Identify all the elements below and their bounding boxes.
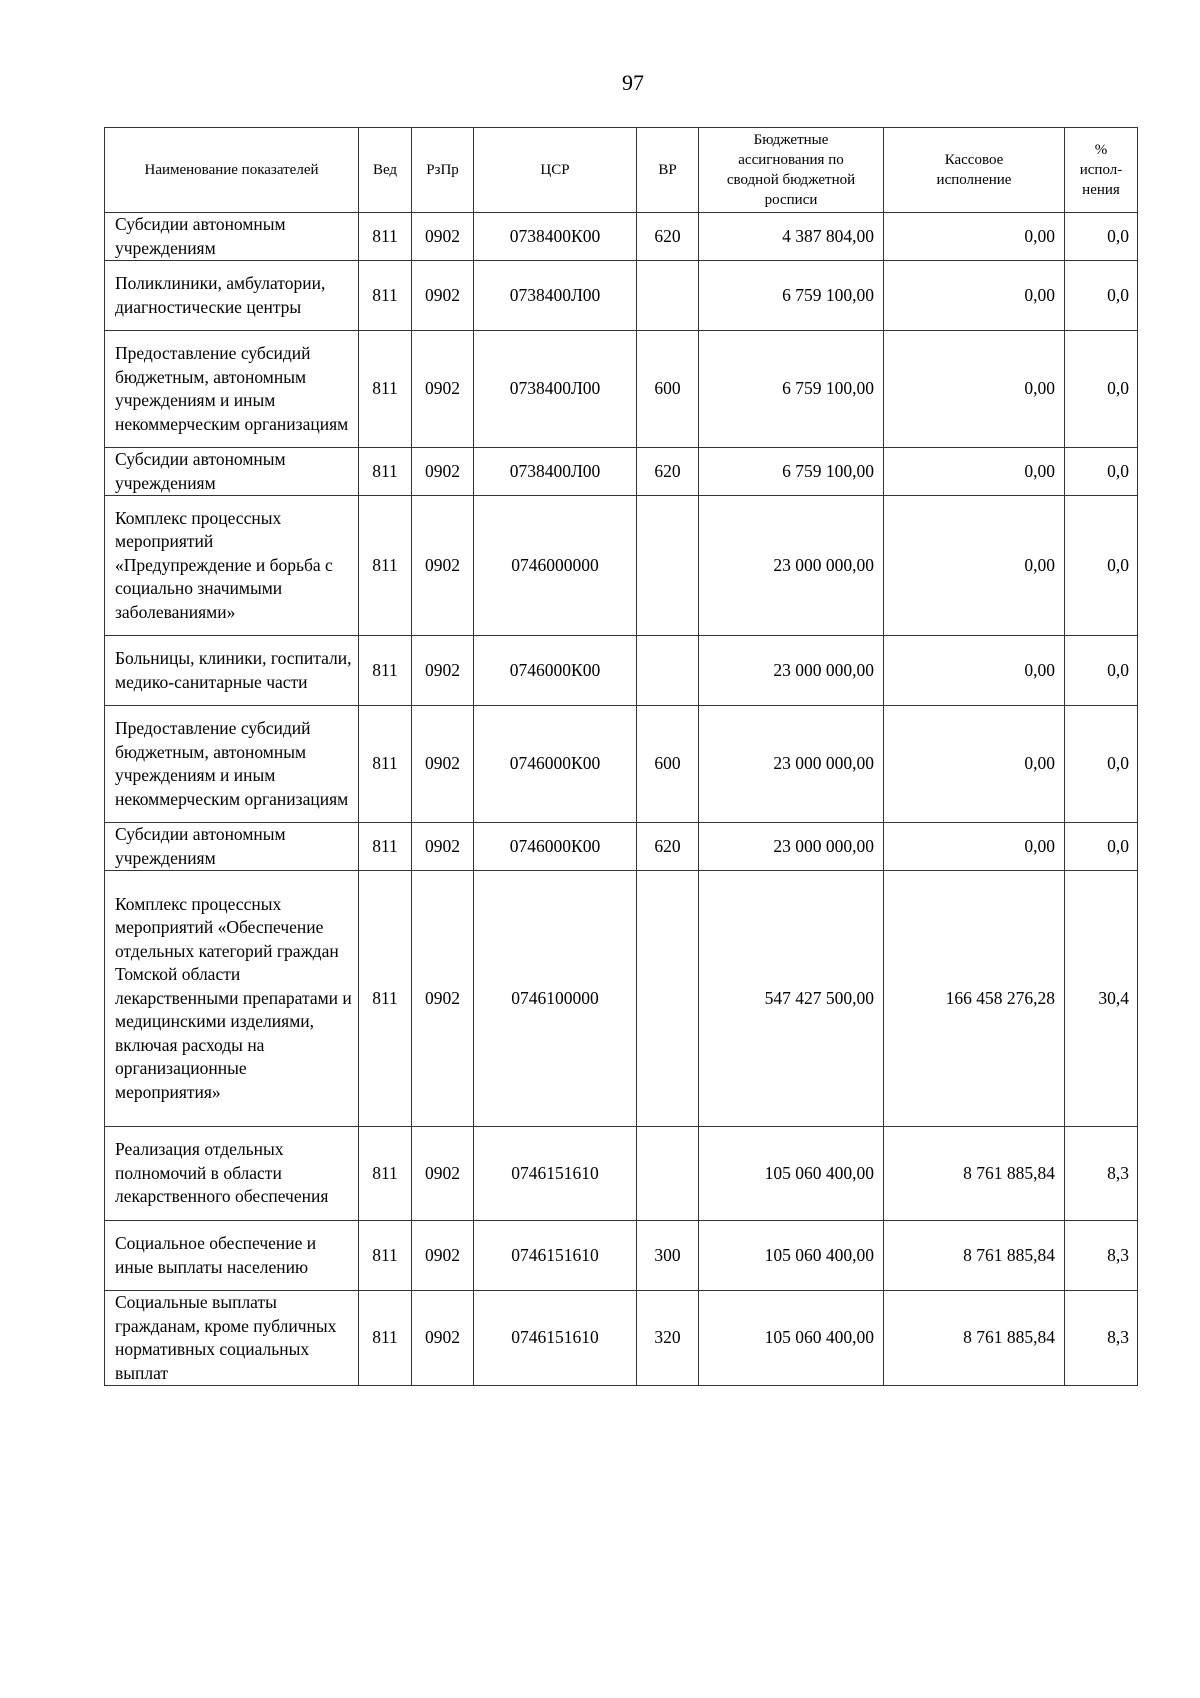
cell-vr xyxy=(637,1127,699,1221)
cell-plan: 6 759 100,00 xyxy=(699,331,884,448)
cell-plan: 547 427 500,00 xyxy=(699,871,884,1127)
cell-csr: 0746151610 xyxy=(474,1291,637,1386)
cell-rzpr: 0902 xyxy=(412,331,474,448)
cell-csr: 0746000К00 xyxy=(474,706,637,823)
cell-vr: 620 xyxy=(637,213,699,261)
cell-name: Комплекс процессных мероприятий «Предупреждение и борьба с социально значимыми заболеваниями» xyxy=(105,496,359,636)
cell-vr: 600 xyxy=(637,706,699,823)
cell-plan: 105 060 400,00 xyxy=(699,1291,884,1386)
cell-rzpr: 0902 xyxy=(412,213,474,261)
table-body xyxy=(105,213,1138,1386)
cell-plan: 23 000 000,00 xyxy=(699,823,884,871)
cell-rzpr: 0902 xyxy=(412,1221,474,1291)
cell-pct: 0,0 xyxy=(1065,261,1138,331)
cell-vr: 600 xyxy=(637,331,699,448)
cell-ved: 811 xyxy=(359,448,412,496)
cell-vr xyxy=(637,261,699,331)
cell-csr: 0746000К00 xyxy=(474,823,637,871)
cell-cash: 0,00 xyxy=(884,823,1065,871)
header-vr: ВР xyxy=(637,128,699,213)
cell-ved: 811 xyxy=(359,213,412,261)
cell-rzpr: 0902 xyxy=(412,261,474,331)
cell-ved: 811 xyxy=(359,261,412,331)
table-row xyxy=(105,636,1138,706)
table-header-row xyxy=(105,128,1138,213)
cell-csr: 0746151610 xyxy=(474,1127,637,1221)
table-row xyxy=(105,1127,1138,1221)
cell-plan: 6 759 100,00 xyxy=(699,448,884,496)
cell-plan: 4 387 804,00 xyxy=(699,213,884,261)
page-number: 97 xyxy=(622,70,644,95)
cell-pct: 8,3 xyxy=(1065,1291,1138,1386)
cell-name: Комплекс процессных мероприятий «Обеспечение отдельных категорий граждан Томской области лекарственными препаратами и медицинскими изделиями, включая расходы на организационные мероприятия» xyxy=(105,871,359,1127)
cell-name: Поликлиники, амбулатории, диагностические центры xyxy=(105,261,359,331)
cell-name: Социальные выплаты гражданам, кроме публичных нормативных социальных выплат xyxy=(105,1291,359,1386)
header-pct: % испол-нения xyxy=(1065,128,1138,213)
cell-name: Субсидии автономным учреждениям xyxy=(105,448,359,496)
cell-cash: 8 761 885,84 xyxy=(884,1127,1065,1221)
cell-csr: 0738400К00 xyxy=(474,213,637,261)
cell-name: Предоставление субсидий бюджетным, автономным учреждениям и иным некоммерческим организациям xyxy=(105,706,359,823)
table-row xyxy=(105,1291,1138,1386)
cell-csr: 0746151610 xyxy=(474,1221,637,1291)
cell-cash: 0,00 xyxy=(884,261,1065,331)
cell-vr xyxy=(637,871,699,1127)
header-cash: Кассовое исполнение xyxy=(884,128,1065,213)
cell-cash: 0,00 xyxy=(884,213,1065,261)
cell-vr xyxy=(637,636,699,706)
cell-ved: 811 xyxy=(359,636,412,706)
cell-vr: 620 xyxy=(637,823,699,871)
table-row xyxy=(105,823,1138,871)
cell-vr: 620 xyxy=(637,448,699,496)
budget-execution-table xyxy=(104,127,1138,1386)
cell-plan: 23 000 000,00 xyxy=(699,706,884,823)
cell-ved: 811 xyxy=(359,871,412,1127)
cell-pct: 0,0 xyxy=(1065,213,1138,261)
cell-cash: 8 761 885,84 xyxy=(884,1221,1065,1291)
cell-name: Субсидии автономным учреждениям xyxy=(105,213,359,261)
cell-ved: 811 xyxy=(359,1221,412,1291)
header-ved: Вед xyxy=(359,128,412,213)
cell-rzpr: 0902 xyxy=(412,1127,474,1221)
cell-rzpr: 0902 xyxy=(412,706,474,823)
cell-name: Предоставление субсидий бюджетным, автономным учреждениям и иным некоммерческим организациям xyxy=(105,331,359,448)
cell-ved: 811 xyxy=(359,823,412,871)
table-row xyxy=(105,331,1138,448)
cell-ved: 811 xyxy=(359,331,412,448)
table-row xyxy=(105,261,1138,331)
cell-cash: 166 458 276,28 xyxy=(884,871,1065,1127)
header-plan: Бюджетные ассигнования по сводной бюджетной росписи xyxy=(699,128,884,213)
cell-rzpr: 0902 xyxy=(412,823,474,871)
cell-cash: 0,00 xyxy=(884,331,1065,448)
cell-pct: 0,0 xyxy=(1065,331,1138,448)
cell-ved: 811 xyxy=(359,706,412,823)
table-row xyxy=(105,871,1138,1127)
cell-pct: 8,3 xyxy=(1065,1221,1138,1291)
cell-csr: 0746100000 xyxy=(474,871,637,1127)
header-rzpr: РзПр xyxy=(412,128,474,213)
cell-csr: 0746000000 xyxy=(474,496,637,636)
cell-cash: 0,00 xyxy=(884,496,1065,636)
cell-cash: 0,00 xyxy=(884,636,1065,706)
cell-vr xyxy=(637,496,699,636)
cell-rzpr: 0902 xyxy=(412,636,474,706)
table-row xyxy=(105,213,1138,261)
cell-cash: 0,00 xyxy=(884,448,1065,496)
cell-vr: 320 xyxy=(637,1291,699,1386)
cell-plan: 6 759 100,00 xyxy=(699,261,884,331)
cell-name: Реализация отдельных полномочий в области лекарственного обеспечения xyxy=(105,1127,359,1221)
cell-pct: 0,0 xyxy=(1065,706,1138,823)
cell-pct: 30,4 xyxy=(1065,871,1138,1127)
cell-pct: 0,0 xyxy=(1065,496,1138,636)
cell-plan: 105 060 400,00 xyxy=(699,1221,884,1291)
cell-cash: 8 761 885,84 xyxy=(884,1291,1065,1386)
cell-rzpr: 0902 xyxy=(412,496,474,636)
table-row xyxy=(105,706,1138,823)
cell-csr: 0738400Л00 xyxy=(474,261,637,331)
cell-plan: 23 000 000,00 xyxy=(699,636,884,706)
cell-cash: 0,00 xyxy=(884,706,1065,823)
cell-plan: 105 060 400,00 xyxy=(699,1127,884,1221)
cell-ved: 811 xyxy=(359,1291,412,1386)
cell-rzpr: 0902 xyxy=(412,1291,474,1386)
header-csr: ЦСР xyxy=(474,128,637,213)
table-row xyxy=(105,1221,1138,1291)
table-row xyxy=(105,496,1138,636)
cell-vr: 300 xyxy=(637,1221,699,1291)
cell-rzpr: 0902 xyxy=(412,448,474,496)
cell-name: Больницы, клиники, госпитали, медико-санитарные части xyxy=(105,636,359,706)
cell-ved: 811 xyxy=(359,496,412,636)
cell-name: Субсидии автономным учреждениям xyxy=(105,823,359,871)
cell-pct: 8,3 xyxy=(1065,1127,1138,1221)
header-name: Наименование показателей xyxy=(105,128,359,213)
cell-pct: 0,0 xyxy=(1065,823,1138,871)
table-row xyxy=(105,448,1138,496)
cell-rzpr: 0902 xyxy=(412,871,474,1127)
cell-csr: 0738400Л00 xyxy=(474,448,637,496)
cell-pct: 0,0 xyxy=(1065,448,1138,496)
cell-name: Социальное обеспечение и иные выплаты населению xyxy=(105,1221,359,1291)
cell-csr: 0746000К00 xyxy=(474,636,637,706)
cell-csr: 0738400Л00 xyxy=(474,331,637,448)
cell-pct: 0,0 xyxy=(1065,636,1138,706)
cell-plan: 23 000 000,00 xyxy=(699,496,884,636)
cell-ved: 811 xyxy=(359,1127,412,1221)
